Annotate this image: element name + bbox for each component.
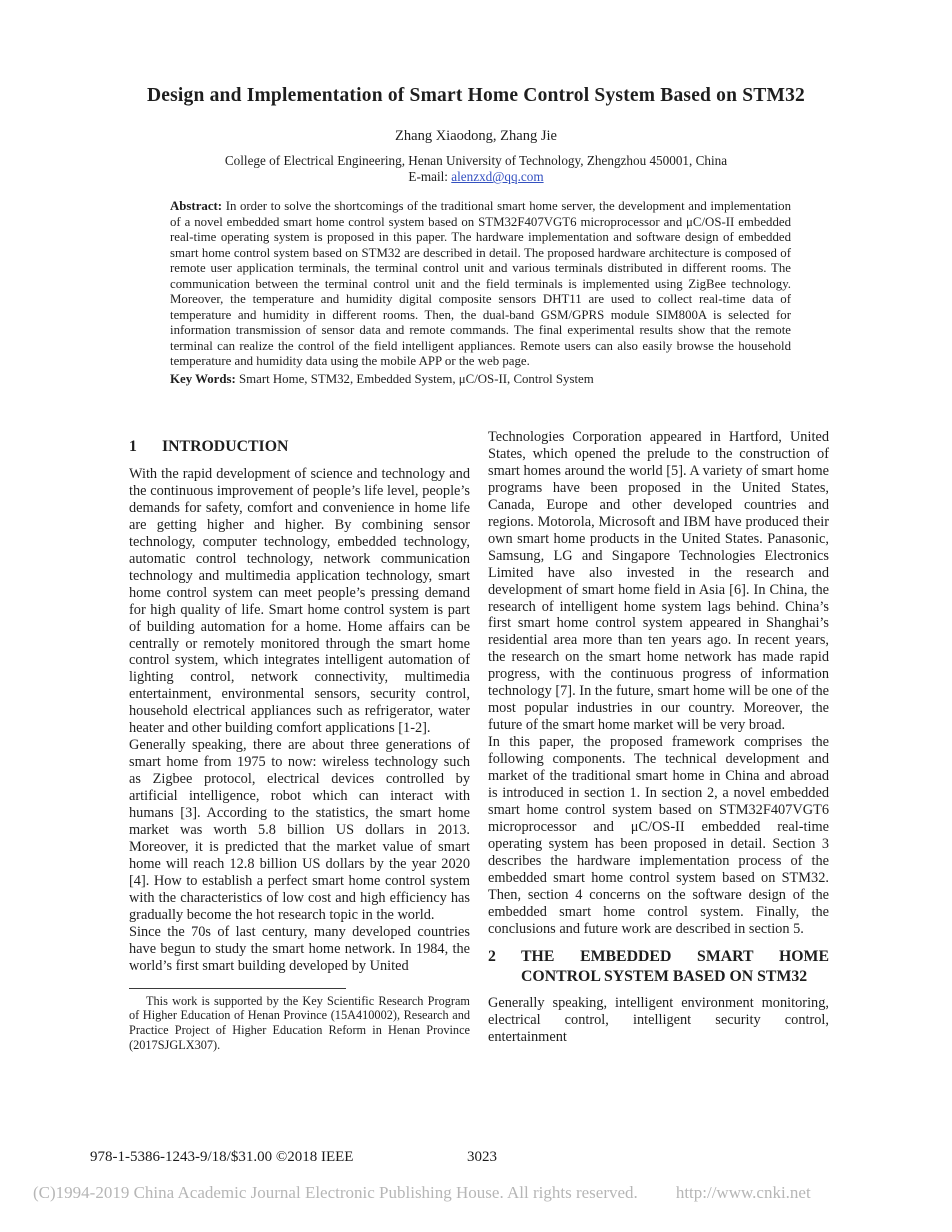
paragraph-intro-2: Generally speaking, there are about three generations of smart home from 1975 to now: wireless technology such as Zigbee protocol, electrical devices controlled by artificial intelligence, robot which can interact with humans [3]. According to the statistics, the smart home market was worth 5.8 billion US dollars in 2013. Moreover, it is predicted that the market value of smart home will reach 12.8 billion US dollars by the year 2020 [4]. How to establish a perfect smart home control system with the characteristics of low cost and high efficiency has gradually become the hot research topic in the world. bbox=[129, 737, 470, 923]
paragraph-intro-4: In this paper, the proposed framework comprises the following components. The technical development and market of the traditional smart home in China and abroad is introduced in section 1. In section 2, a novel embedded smart home control system based on STM32F407VGT6 microprocessor and μC/OS-II embedded real-time operating system has been proposed in detail. Section 3 describes the hardware implementation process of the embedded smart home control system based on STM32. Then, section 4 concerns on the software design of the embedded smart home control system. Finally, the conclusions and future work are described in section 5. bbox=[488, 734, 829, 937]
footnote bbox=[129, 988, 470, 1053]
section2-title-line1: THE EMBEDDED SMART HOME bbox=[521, 947, 829, 965]
affiliation: College of Electrical Engineering, Henan University of Technology, Zhengzhou 450001, China bbox=[224, 153, 728, 168]
keywords-label: Key Words: bbox=[170, 372, 236, 386]
paragraph-section2-1: Generally speaking, intelligent environment monitoring, electrical control, intelligent security control, entertainment bbox=[488, 994, 829, 1045]
abstract-text: In order to solve the shortcomings of the traditional smart home server, the development and implementation of a novel embedded smart home control system based on STM32F407VGT6 microprocessor and μC/OS-II embedded real-time operating system is proposed in this paper. The hardware implementation and software design of embedded smart home control system based on STM32 are described in detail. The proposed hardware architecture is composed of remote user application terminals, the terminal control unit and various terminals distributed in different rooms. The communication between the terminal control unit and the field terminals is implemented using ZigBee technology. Moreover, the temperature and humidity digital composite sensors DHT11 are used to collect real-time data of temperature and humidity in different rooms. Then, the dual-band GSM/GPRS module SIM800A is selected for information transmission of sensor data and remote commands. The final experimental results show that the remote terminal can realize the control of the field intelligent appliances. Remote users can also easily browse the household temperature and humidity data using the mobile APP or the web page. bbox=[170, 199, 792, 369]
page-title: Design and Implementation of Smart Home Control System Based on STM32 bbox=[146, 85, 806, 106]
section1-heading bbox=[129, 437, 470, 457]
section2-number: 2 bbox=[488, 947, 496, 965]
footer-page-number: 3023 bbox=[467, 1149, 497, 1165]
paragraph-intro-3-continued: Technologies Corporation appeared in Hartford, United States, which opened the prelude to the construction of smart homes around the world [5]. A variety of smart home programs have been proposed in the United States, Canada, Europe and other developed countries and regions. Motorola, Microsoft and IBM have produced their own smart home products in the United States. Panasonic, Samsung, LG and Singapore Technologies Electronics Limited have also invested in the research and development of smart home field in Asia [6]. In China, the research of intelligent home system lags behind. China’s first smart home control system appeared in Shanghai’s residential area more than ten years ago. In recent years, the research on the smart home network has made rapid progress, with the continuous progress of information technology [7]. In the future, smart home will be one of the most popular industries in our country. Moreover, the future of the smart home market will be very broad. bbox=[488, 429, 829, 734]
section2-title-line2: CONTROL SYSTEM BASED ON STM32 bbox=[521, 967, 808, 985]
paragraph-intro-1: With the rapid development of science and technology and the continuous improvement of people’s life level, people’s demands for safety, comfort and convenience in home life are getting higher and higher. By combining sensor technology, computer technology, embedded technology, automatic control technology, network communication technology and multimedia application technology, smart home control system can meet people’s pressing demand for high quality of life. Smart home control system is part of building automation for a home. Home affairs can be centrally or remotely monitored through the smart home control system, which integrates intelligent automation of lighting control, network connectivity, multimedia entertainment, environmental sensors, security control, household electrical appliances such as refrigerator, water heater and other building comfort applications [1-2]. bbox=[129, 466, 470, 737]
keywords-text: Smart Home, STM32, Embedded System, μC/OS-II, Control System bbox=[239, 372, 594, 386]
email-line bbox=[0, 169, 952, 185]
section1-title: INTRODUCTION bbox=[162, 438, 289, 455]
footnote-divider bbox=[129, 988, 346, 989]
authors: Zhang Xiaodong, Zhang Jie bbox=[395, 128, 557, 144]
cnki-watermark-text: (C)1994-2019 China Academic Journal Electronic Publishing House. All rights reserved. bbox=[33, 1183, 638, 1202]
column-left bbox=[129, 437, 470, 1053]
email-label: E-mail: bbox=[408, 169, 452, 184]
section2-title bbox=[521, 947, 829, 987]
abstract-label: Abstract: bbox=[170, 199, 223, 213]
column-right bbox=[488, 429, 829, 1045]
paragraph-intro-3: Since the 70s of last century, many developed countries have begun to study the smart home network. In 1984, the world’s first smart building developed by United bbox=[129, 923, 470, 974]
email-link[interactable]: alenzxd@qq.com bbox=[451, 169, 544, 184]
footnote-text: This work is supported by the Key Scientific Research Program of Higher Education of Henan Province (15A410002), Research and Practice Project of Higher Education Reform in Henan Province (2017SJGLX307). bbox=[129, 993, 470, 1052]
footer-copyright: 978-1-5386-1243-9/18/$31.00 ©2018 IEEE bbox=[90, 1149, 354, 1165]
section1-number: 1 bbox=[129, 438, 137, 455]
cnki-watermark bbox=[33, 1183, 943, 1203]
keywords bbox=[170, 372, 791, 388]
abstract bbox=[170, 199, 791, 370]
section2-heading bbox=[488, 947, 829, 987]
cnki-watermark-url: http://www.cnki.net bbox=[675, 1183, 811, 1202]
